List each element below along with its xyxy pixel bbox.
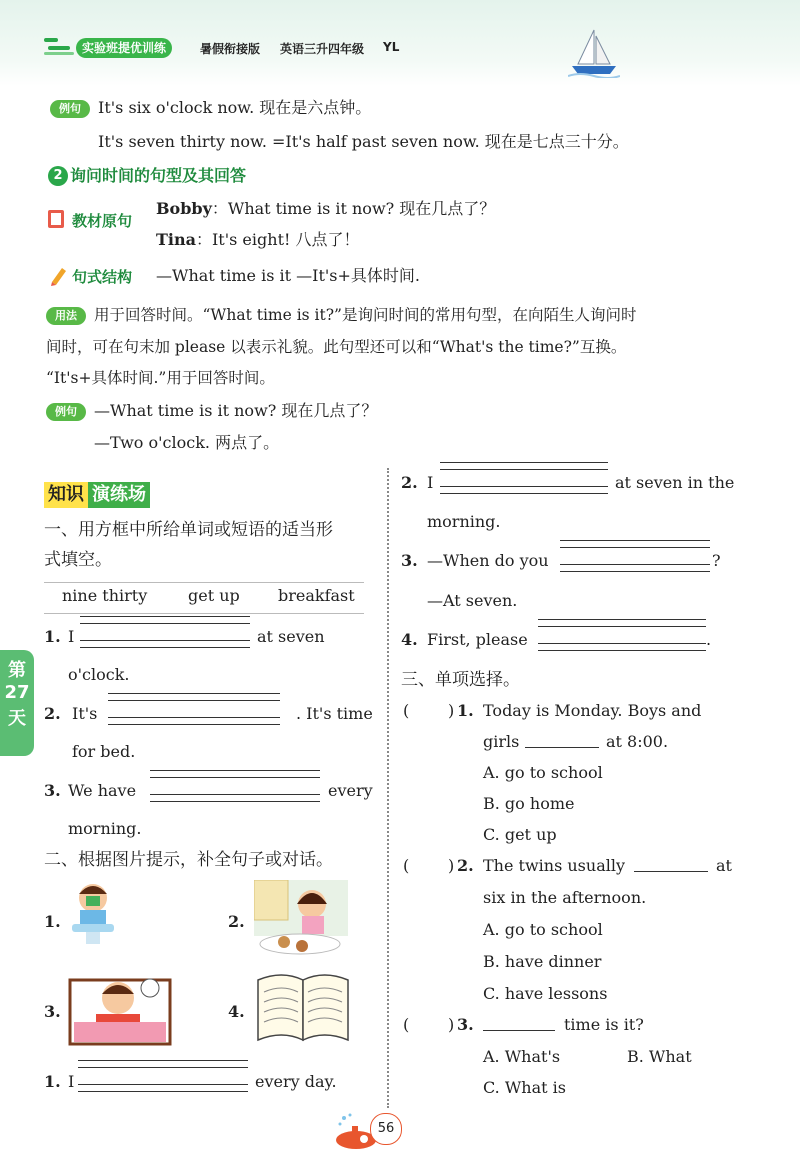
example-sentence: —Two o'clock. 两点了。 [94,433,280,452]
answer-line[interactable] [80,640,250,648]
question-text: I [68,1072,75,1091]
book-logo-icon [42,34,76,58]
answer-blank[interactable] [634,871,708,872]
choice-option[interactable]: B. What [627,1047,692,1066]
answer-line[interactable] [150,770,320,778]
answer-line[interactable] [78,1084,248,1092]
answer-line[interactable] [538,619,706,627]
answer-line[interactable] [560,540,710,548]
section-number: 2 [48,166,68,186]
word-box [44,582,364,614]
usage-text: 用于回答时间。“What time is it?”是询问时间的常用句型，在向陌生人询问时 [94,306,637,324]
question-text: for bed. [72,742,136,761]
part1-title: 一、用方框中所给单词或短语的适当形 [44,520,333,540]
dialogue-line: ：It's eight! 八点了！ [195,230,360,249]
question-text: every [328,781,373,800]
page-number: 56 [370,1113,402,1145]
day-number: 27 [4,682,30,703]
edition-label: 暑假衔接版 [200,42,261,56]
part1-title-cont: 式填空。 [44,550,112,570]
girl-eating-illustration [254,880,348,956]
word-option: nine thirty [62,586,148,605]
textbook-label: 教材原句 [72,212,133,230]
question-text: morning. [68,819,142,838]
question-text: at 8:00. [606,732,669,751]
question-number: 4. [401,630,418,649]
word-option: breakfast [278,586,355,605]
practice-title-a: 知识 [44,482,88,508]
question-number: 2. [401,473,418,492]
series-title: 实验班提优训练 [76,38,172,58]
example-sentence: It's seven thirty now. =It's half past seven now. 现在是七点三十分。 [98,132,629,151]
part3-title: 三、单项选择。 [401,670,520,690]
example-badge: 例句 [50,100,90,118]
question-text: every day. [255,1072,337,1091]
speaker-name: Tina [156,230,196,249]
answer-line[interactable] [108,693,280,701]
column-divider [387,468,389,1108]
day-tab-prefix: 第 [8,660,26,681]
answer-line[interactable] [80,616,250,624]
question-text: at [716,856,732,875]
question-text: time is it? [564,1015,644,1034]
question-number: 1. [44,627,61,646]
question-text: The twins usually [483,856,626,875]
question-text: at seven in the [615,473,735,492]
question-text: . [706,630,712,649]
choice-option[interactable]: A. go to school [483,920,603,939]
boy-washing-face-illustration [64,878,122,946]
answer-line[interactable] [560,564,710,572]
subject-label: 英语三升四年级 [280,42,365,56]
section-title: 询问时间的句型及其回答 [70,166,247,185]
textbook-icon [46,208,68,230]
question-text: o'clock. [68,665,130,684]
choice-option[interactable]: C. get up [483,825,557,844]
example-badge: 例句 [46,403,86,421]
question-text: at seven [257,627,325,646]
question-text: ? [712,551,721,570]
answer-line[interactable] [440,462,608,470]
speaker-name: Bobby [156,199,212,218]
day-tab [0,650,34,756]
publisher-label: YL [383,40,400,54]
word-option: get up [188,586,240,605]
structure-label: 句式结构 [72,268,133,286]
question-number: 2. [457,856,474,875]
question-number: 1. [457,701,474,720]
boy-getting-up-illustration [66,970,182,1050]
question-text: First, please [427,630,528,649]
open-book-illustration [254,970,352,1048]
structure-text: —What time is it —It's+具体时间. [156,266,420,285]
dialogue-line: ：What time is it now? 现在几点了？ [211,199,496,218]
answer-line[interactable] [78,1060,248,1068]
answer-line[interactable] [108,717,280,725]
answer-paren[interactable]: ( [403,856,410,875]
answer-blank[interactable] [525,747,599,748]
question-text: six in the afternoon. [483,888,647,907]
answer-line[interactable] [150,794,320,802]
sailboat-icon [568,26,620,78]
answer-paren-close: ) [448,1015,455,1034]
usage-text: 间时，可在句末加 please 以表示礼貌。此句型还可以和“What's the time?”互换。 [46,338,627,356]
day-tab-suffix: 天 [8,708,26,729]
answer-paren-close: ) [448,701,455,720]
answer-paren-close: ) [448,856,455,875]
usage-text: “It's+具体时间.”用于回答时间。 [46,369,275,387]
choice-option[interactable]: B. have dinner [483,952,602,971]
pencil-icon [48,266,68,286]
question-text: Today is Monday. Boys and [483,701,702,720]
question-text: It's [72,704,98,723]
choice-option[interactable]: C. What is [483,1078,566,1097]
question-text: I [68,627,75,646]
picture-number: 4. [228,1002,245,1021]
question-number: 2. [44,704,61,723]
picture-number: 3. [44,1002,61,1021]
choice-option[interactable]: A. go to school [483,763,603,782]
question-text: I [427,473,434,492]
question-number: 3. [401,551,418,570]
question-number: 3. [44,781,61,800]
example-sentence: It's six o'clock now. 现在是六点钟。 [98,98,372,117]
choice-option[interactable]: B. go home [483,794,575,813]
example-sentence: —What time is it now? 现在几点了？ [94,401,378,420]
question-number: 1. [44,1072,61,1091]
picture-number: 1. [44,912,61,931]
question-text: —At seven. [427,591,518,610]
answer-blank[interactable] [483,1030,555,1031]
answer-line[interactable] [440,486,608,494]
practice-title-b: 演练场 [88,482,150,508]
question-text: . It's time [296,704,373,723]
practice-title [44,482,150,508]
answer-paren[interactable]: ( [403,701,410,720]
answer-paren[interactable]: ( [403,1015,410,1034]
choice-option[interactable]: A. What's [483,1047,561,1066]
question-number: 3. [457,1015,474,1034]
question-text: morning. [427,512,501,531]
answer-line[interactable] [538,643,706,651]
picture-number: 2. [228,912,245,931]
usage-badge: 用法 [46,307,86,325]
question-text: We have [68,781,137,800]
question-text: girls [483,732,520,751]
choice-option[interactable]: C. have lessons [483,984,608,1003]
question-text: —When do you [427,551,549,570]
part2-title: 二、根据图片提示，补全句子或对话。 [44,850,333,870]
